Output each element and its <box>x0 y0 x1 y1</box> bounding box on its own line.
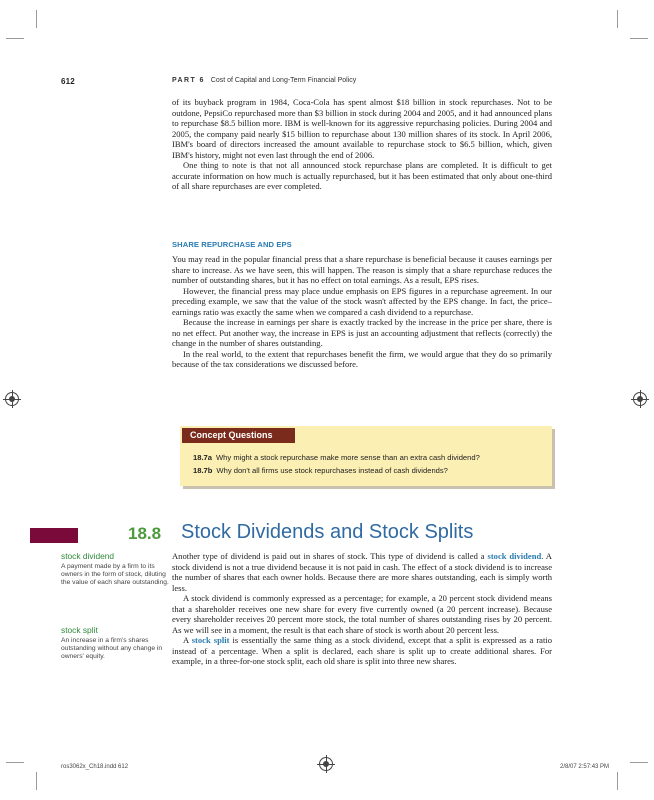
text-run: . A stock dividend is not a true dividend because it is not paid in cash. The effect of a stock dividend is to increase the number of shares that each owner holds. Because there are more shares outstanding, each is simply worth less. <box>172 551 552 593</box>
paragraph: However, the financial press may place undue emphasis on EPS figures in a repurchase agreement. In our preceding example, we saw that the value of the stock wasn't affected by the EPS change. In fact, the price–earnings ratio was exactly the same when we compared a cash dividend to a repurchase. <box>172 285 552 317</box>
section-heading: SHARE REPURCHASE AND EPS <box>172 240 292 249</box>
glossary-definition: A payment made by a firm to its owners in the form of stock, diluting the value of each share outstanding. <box>61 563 169 587</box>
paragraph: In the real world, to the extent that repurchases benefit the firm, we would argue that they do so primarily because of the tax considerations we discussed before. <box>172 348 552 370</box>
crop-mark <box>6 38 24 39</box>
crop-mark <box>617 10 618 28</box>
paragraph: A stock dividend is commonly expressed as a percentage; for example, a 20 percent stock dividend means that a shareholder receives one new share for every five currently owned (a 20 percent increase). Because every shareholder receives 20 percent more stock, the total number of shares outstanding rises by 20 percent. As we will see in a moment, the result is that each share of stock is worth about 20 percent less. <box>172 593 552 635</box>
crop-mark <box>36 10 37 28</box>
paragraph: of its buyback program in 1984, Coca-Cola has spent almost $18 billion in stock repurchases. Not to be outdone, PepsiCo repurchased more than $3 billion in stock during 2004 and 2005, and it had announced plans to repurchase $8.5 billion more. IBM is well-known for its aggressive repurchasing policies. During 2004 and 2005, the company paid nearly $15 billion to repurchase about 130 million shares of its stock. In April 2006, IBM's board of directors increased the amount available to repurchase stock to $6.5 billion, which, given IBM's history, might not even last through the end of 2006. <box>172 97 552 160</box>
section-title: Stock Dividends and Stock Splits <box>181 521 474 543</box>
section-color-bar <box>30 528 78 543</box>
crop-mark <box>617 772 618 790</box>
paragraph: Because the increase in earnings per share is exactly tracked by the increase in the price per share, there is no net effect. Put another way, the increase in EPS is just an accounting adjustment that reflects (correctly) the change in the number of shares outstanding. <box>172 317 552 349</box>
concept-question <box>193 453 480 462</box>
share-repurchase-text <box>172 254 552 370</box>
registration-mark-icon <box>319 757 333 771</box>
concept-question <box>193 466 448 475</box>
question-text: Why might a stock repurchase make more sense than an extra cash dividend? <box>216 453 480 462</box>
file-slug: ros3062x_Ch18.indd 612 <box>61 764 129 770</box>
running-header <box>172 77 356 84</box>
crop-mark <box>630 38 648 39</box>
crop-mark <box>6 762 24 763</box>
paragraph <box>172 635 552 667</box>
intro-text <box>172 97 552 192</box>
part-title: Cost of Capital and Long-Term Financial Policy <box>210 77 357 84</box>
section-number: 18.8 <box>128 524 162 543</box>
text-run: is essentially the same thing as a stock dividend, except that a split is expressed as a ratio instead of a percentage. When a split is declared, each share is split up to create additional shares. For example, in a three-for-one stock split, each old share is split into three new shares. <box>172 635 552 667</box>
key-term: stock dividend <box>487 551 542 561</box>
question-number: 18.7a <box>193 453 213 462</box>
concept-questions-title: Concept Questions <box>182 428 295 443</box>
glossary-term: stock split <box>61 625 98 635</box>
text-run: A <box>183 635 192 646</box>
paragraph <box>172 551 552 593</box>
stock-dividends-text <box>172 551 552 667</box>
glossary-definition: An increase in a firm's shares outstanding without any change in owners' equity. <box>61 637 163 661</box>
registration-mark-icon <box>633 392 647 406</box>
text-run: Another type of dividend is paid out in shares of stock. This type of dividend is called a <box>172 551 488 561</box>
question-text: Why don't all firms use stock repurchases instead of cash dividends? <box>216 466 448 475</box>
paragraph: One thing to note is that not all announced stock repurchase plans are completed. It is difficult to get accurate information on how much is actually repurchased, but it has been estimated that only about one-third of all share repurchases are ever completed. <box>172 160 552 192</box>
paragraph: You may read in the popular financial press that a share repurchase is beneficial because it causes earnings per share to increase. As we have seen, this will happen. The reason is simply that a share repurchase reduces the number of outstanding shares, but it has no effect on total earnings. As a result, EPS rises. <box>172 254 552 286</box>
registration-mark-icon <box>5 392 19 406</box>
glossary-term: stock dividend <box>61 551 115 561</box>
page-number: 612 <box>61 77 75 86</box>
question-number: 18.7b <box>193 466 213 475</box>
part-label: PART 6 <box>172 77 205 84</box>
key-term: stock split <box>191 635 230 646</box>
crop-mark <box>630 762 648 763</box>
timestamp-slug: 2/8/07 2:57:43 PM <box>560 764 610 770</box>
crop-mark <box>36 772 37 790</box>
